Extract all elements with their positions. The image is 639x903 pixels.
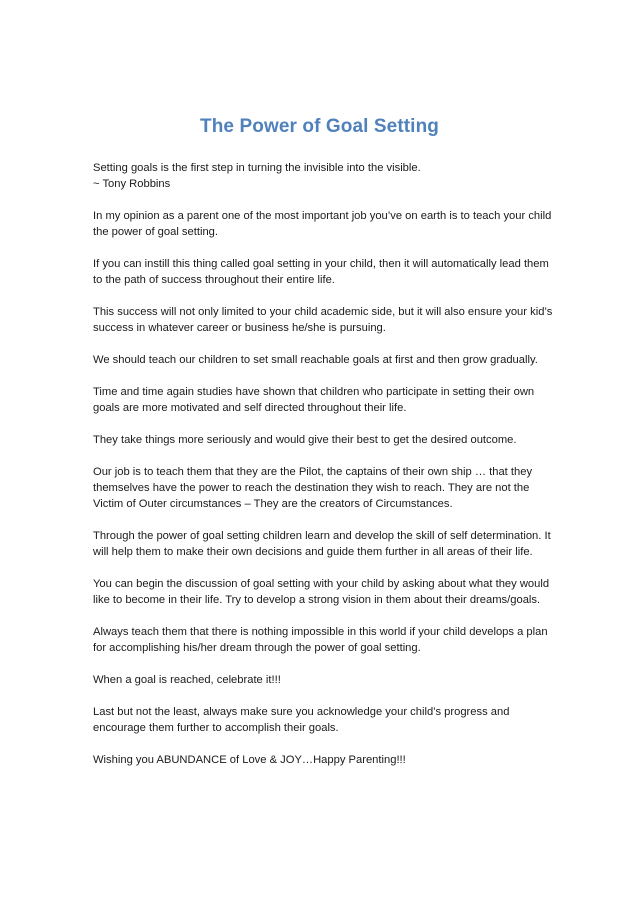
paragraph: Time and time again studies have shown that children who participate in setting their own goals are more motivated and self directed throughout their life. xyxy=(93,386,535,414)
paragraph: You can begin the discussion of goal setting with your child by asking about what they would like to become in their life. Try to develop a strong vision in them about their dreams/goals. xyxy=(93,578,550,606)
quote-author: ~ Tony Robbins xyxy=(93,178,171,190)
paragraph: Through the power of goal setting children learn and develop the skill of self determination. It will help them to make their own decisions and guide them further in all areas of their life. xyxy=(93,530,551,558)
paragraph: If you can instill this thing called goal setting in your child, then it will automatically lead them to the path of success throughout their entire life. xyxy=(93,258,549,286)
paragraph: When a goal is reached, celebrate it!!! xyxy=(93,674,281,686)
paragraph: In my opinion as a parent one of the most important job you’ve on earth is to teach your child the power of goal setting. xyxy=(93,210,552,238)
closing-line: Wishing you ABUNDANCE of Love & JOY…Happy Parenting!!! xyxy=(93,754,406,766)
paragraph: Always teach them that there is nothing impossible in this world if your child develops a plan for accomplishing his/her dream through the power of goal setting. xyxy=(93,626,548,654)
page-title: The Power of Goal Setting xyxy=(200,116,439,137)
document-body xyxy=(93,160,553,784)
paragraph: They take things more seriously and would give their best to get the desired outcome. xyxy=(93,434,517,446)
paragraph: This success will not only limited to your child academic side, but it will also ensure your kid’s success in whatever career or business he/she is pursuing. xyxy=(93,306,553,334)
quote-text: Setting goals is the first step in turning the invisible into the visible. xyxy=(93,162,421,174)
paragraph: Our job is to teach them that they are the Pilot, the captains of their own ship … that they themselves have the power to reach the destination they wish to reach. They are not the Victim of Outer circumstances – They are the creators of Circumstances. xyxy=(93,466,533,510)
paragraph: Last but not the least, always make sure you acknowledge your child’s progress and encourage them further to accomplish their goals. xyxy=(93,706,510,734)
paragraph: We should teach our children to set small reachable goals at first and then grow gradually. xyxy=(93,354,538,366)
